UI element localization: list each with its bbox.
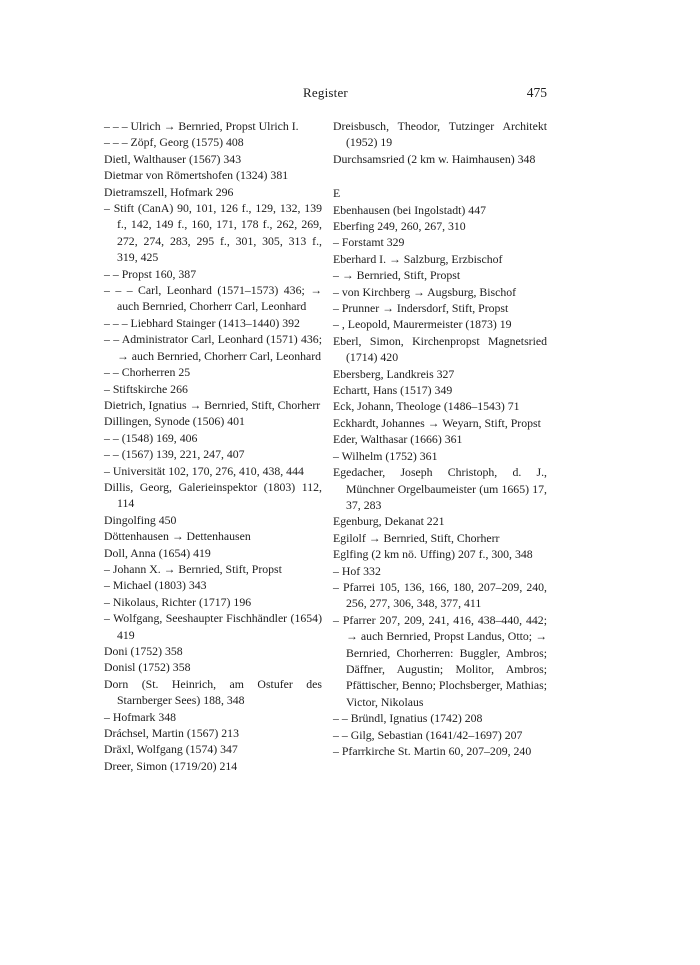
index-entry: – von Kirchberg → Augsburg, Bischof <box>333 284 517 299</box>
index-entry: Dietrich, Ignatius → Bernried, Stift, Chorherr <box>104 397 321 412</box>
index-column-left <box>104 118 322 774</box>
index-entry: – – Administrator Carl, Leonhard (1571) 436; → auch Bernried, Chorherr Carl, Leonhard <box>104 332 322 363</box>
index-entry: Egilolf → Bernried, Stift, Chorherr <box>333 530 500 545</box>
index-entry: – – – Zöpf, Georg (1575) 408 <box>104 135 244 150</box>
index-entry: Dietramszell, Hofmark 296 <box>104 184 234 199</box>
index-entry: – – Propst 160, 387 <box>104 266 197 281</box>
index-entry: Eberl, Simon, Kirchenpropst Magnetsried (1714) 420 <box>333 333 547 365</box>
index-entry: – Forstamt 329 <box>333 235 405 250</box>
index-entry: – – – Carl, Leonhard (1571–1573) 436; → auch Bernried, Chorherr Carl, Leonhard <box>104 283 322 314</box>
index-entry: Eder, Walthasar (1666) 361 <box>333 432 463 447</box>
index-entry: Eglfing (2 km nö. Uffing) 207 f., 300, 348 <box>333 547 533 562</box>
index-entry: – – Bründl, Ignatius (1742) 208 <box>333 711 483 726</box>
index-entry: – Pfarrei 105, 136, 166, 180, 207–209, 240, 256, 277, 306, 348, 377, 411 <box>333 579 547 611</box>
section-letter: E <box>333 185 341 200</box>
index-entry: Dillingen, Synode (1506) 401 <box>104 414 245 429</box>
index-entry: – – – Ulrich → Bernried, Propst Ulrich I. <box>104 119 299 133</box>
index-entry: – Wilhelm (1752) 361 <box>333 448 438 463</box>
index-entry: – Hofmark 348 <box>104 709 177 724</box>
index-entry: Ebenhausen (bei Ingolstadt) 447 <box>333 202 486 217</box>
index-entry: Dingolfing 450 <box>104 512 177 527</box>
index-entry: Egedacher, Joseph Christoph, d. J., Münchner Orgelbaumeister (um 1665) 17, 37, 283 <box>333 465 547 512</box>
index-entry: – – – Liebhard Stainger (1413–1440) 392 <box>104 315 300 330</box>
index-entry: – Hof 332 <box>333 563 381 578</box>
index-entry: Dráchsel, Martin (1567) 213 <box>104 726 239 741</box>
page-number: 475 <box>526 85 547 100</box>
index-entry: – – Chorherren 25 <box>104 365 191 380</box>
index-entry: Ebersberg, Landkreis 327 <box>333 366 455 381</box>
index-entry: – Wolfgang, Seeshaupter Fischhändler (1654) 419 <box>104 611 322 642</box>
index-entry: – Universität 102, 170, 276, 410, 438, 444 <box>104 463 304 478</box>
index-entry: Donisl (1752) 358 <box>104 660 191 675</box>
index-entry: – , Leopold, Maurermeister (1873) 19 <box>333 317 512 332</box>
index-entry: Dillis, Georg, Galerieinspektor (1803) 112, 114 <box>104 479 322 511</box>
index-entry: Dreisbusch, Theodor, Tutzinger Architekt (1952) 19 <box>333 119 547 150</box>
index-entry: – Nikolaus, Richter (1717) 196 <box>104 594 252 609</box>
index-entry: Döttenhausen → Dettenhausen <box>104 529 251 544</box>
index-entry: Eberhard I. → Salzburg, Erzbischof <box>333 251 503 266</box>
index-entry: Doni (1752) 358 <box>104 644 183 658</box>
index-entry: Echartt, Hans (1517) 349 <box>333 383 453 398</box>
index-entry: – → Bernried, Stift, Propst <box>333 268 461 283</box>
index-entry: – Pfarrer 207, 209, 241, 416, 438–440, 442; → auch Bernried, Propst Landus, Otto; → Bernried, Chorherren: Buggler, Ambros; Däffner, Augustin; Molitor, Ambros; Pfättischer, Benno; Plochsberger, Mathias; Victor, Nikolaus <box>333 612 547 709</box>
index-entry: Dietmar von Römertshofen (1324) 381 <box>104 168 289 183</box>
index-column-right <box>333 118 547 759</box>
index-entry: Doll, Anna (1654) 419 <box>104 545 211 560</box>
index-entry: Eckhardt, Johannes → Weyarn, Stift, Propst <box>333 415 541 430</box>
index-entry: – Michael (1803) 343 <box>104 578 207 593</box>
index-entry: – Stift (CanA) 90, 101, 126 f., 129, 132, 139 f., 142, 149 f., 160, 171, 178 f., 262, 269, 272, 274, 283, 295 f., 301, 305, 313 f., 319, 425 <box>104 201 322 265</box>
index-entry: Durchsamsried (2 km w. Haimhausen) 348 <box>333 151 536 166</box>
index-entry: – – (1548) 169, 406 <box>104 430 198 445</box>
page-header <box>104 85 547 103</box>
index-entry: Eberfing 249, 260, 267, 310 <box>333 219 466 234</box>
section-gap <box>333 167 547 183</box>
index-entry: Dorn (St. Heinrich, am Ostufer des Starnberger Sees) 188, 348 <box>104 676 322 708</box>
index-entry: – – Gilg, Sebastian (1641/42–1697) 207 <box>333 727 523 742</box>
index-entry: Dräxl, Wolfgang (1574) 347 <box>104 742 238 757</box>
index-entry: Dreer, Simon (1719/20) 214 <box>104 758 238 773</box>
index-entry: – Prunner → Indersdorf, Stift, Propst <box>333 301 509 316</box>
index-entry: – – (1567) 139, 221, 247, 407 <box>104 447 245 462</box>
index-entry: – Stiftskirche 266 <box>104 381 188 396</box>
index-entry: Eck, Johann, Theologe (1486–1543) 71 <box>333 399 520 414</box>
index-entry: – Johann X. → Bernried, Stift, Propst <box>104 561 282 576</box>
index-entry: Egenburg, Dekanat 221 <box>333 514 445 529</box>
running-title: Register <box>303 85 348 100</box>
index-entry: – Pfarrkirche St. Martin 60, 207–209, 240 <box>333 744 532 759</box>
index-entry: Dietl, Walthauser (1567) 343 <box>104 151 242 166</box>
